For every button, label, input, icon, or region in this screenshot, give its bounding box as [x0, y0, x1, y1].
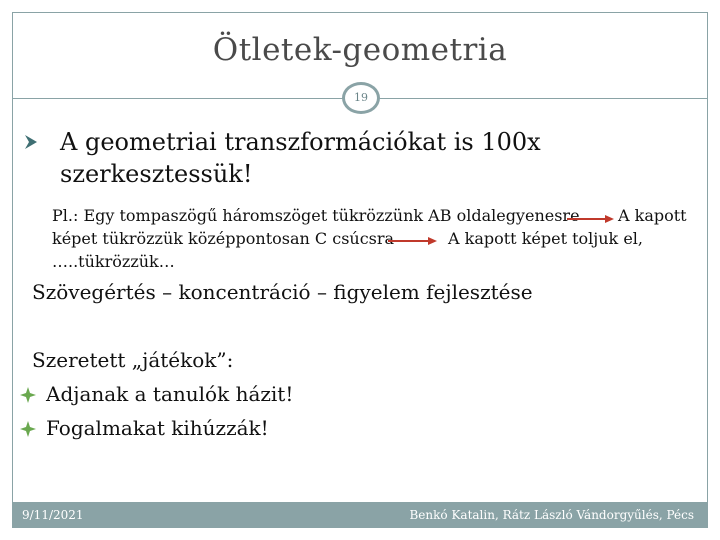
example-line-3	[52, 250, 672, 273]
example-block	[52, 204, 687, 273]
list-item-text: Adjanak a tanulók házit!	[46, 382, 294, 406]
skills-line: Szövegértés – koncentráció – figyelem fejlesztése	[32, 280, 533, 304]
footer-text: Benkó Katalin, Rátz László Vándorgyűlés, Pécs	[409, 508, 694, 522]
list-item-text: Fogalmakat kihúzzák!	[46, 416, 269, 440]
slide-number-badge: 19	[342, 82, 380, 114]
slide-title: Ötletek-geometria	[212, 32, 508, 68]
main-bullet	[24, 126, 674, 190]
list-item	[20, 414, 269, 442]
example-text-1b: A kapott	[618, 206, 687, 225]
games-heading: Szeretett „játékok”:	[32, 348, 234, 372]
example-text-2b: A kapott képet toljuk el,	[448, 229, 643, 248]
right-arrow-icon	[567, 214, 615, 224]
example-text-3: …..tükrözzük…	[52, 252, 175, 271]
example-text-2a: képet tükrözzük középpontosan C csúcsra	[52, 229, 395, 248]
main-bullet-line-2: szerkesztessük!	[60, 160, 253, 188]
arrow-bullet-icon	[24, 134, 38, 150]
example-text-1a: Pl.: Egy tompaszögű háromszöget tükrözzünk AB oldalegyenesre	[52, 206, 580, 225]
example-line-2	[52, 227, 672, 250]
list-item	[20, 380, 293, 408]
example-line-1	[52, 204, 687, 227]
diamond-bullet-icon	[20, 421, 36, 437]
main-bullet-line-1: A geometriai transzformációkat is 100x	[60, 128, 541, 156]
diamond-bullet-icon	[20, 387, 36, 403]
right-arrow-icon	[388, 236, 438, 246]
footer-date: 9/11/2021	[22, 508, 84, 522]
slide-footer	[12, 502, 708, 528]
